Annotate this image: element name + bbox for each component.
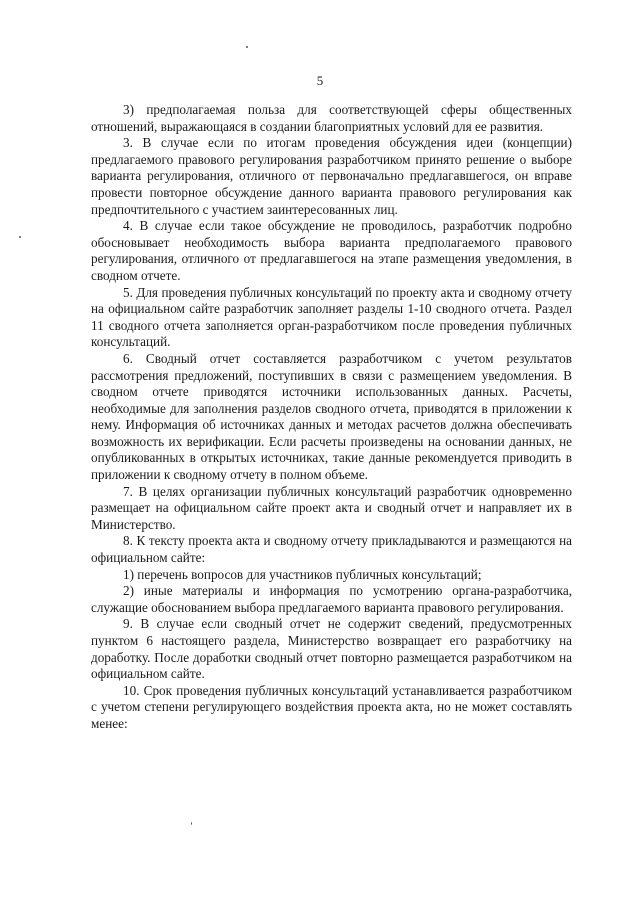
list-item-questions: 1) перечень вопросов для участников публичных консультаций;	[123, 566, 482, 582]
paragraph-benefit: 3) предполагаемая польза для соответствующей сферы общественных отношений, выражающаяся в создании благоприятных условий для ее развития.	[91, 102, 572, 134]
paragraph-9-return: 9. В случае если сводный отчет не содержит сведений, предусмотренных пунктом 6 настоящего раздела, Министерство возвращает его разработчику на доработку. После доработки сводный отчет повторно размещается разработчиком на официальном сайте.	[91, 616, 572, 682]
list-item-other-materials: 2) иные материалы и информация по усмотрению органа-разработчика, служащие обоснованием выбора предлагаемого варианта правового регулирования.	[91, 583, 572, 615]
page-number: 5	[316, 73, 324, 88]
paragraph-8-attachments: 8. К тексту проекта акта и сводному отчету прикладываются и размещаются на официальном сайте:	[91, 533, 572, 566]
scan-speck	[246, 46, 248, 48]
paragraph-5-consultations: 5. Для проведения публичных консультаций по проекту акта и сводному отчету на официальном сайте разработчик заполняет разделы 1-10 сводного отчета. Раздел 11 сводного отчета заполняется орган-разработчиком после проведения публичных консультаций.	[91, 284, 572, 350]
paragraph-4-justification: 4. В случае если такое обсуждение не проводилось, разработчик подробно обосновывает необходимость выбора варианта предполагаемого правового регулирования, отличного от предлагавшегося на этапе размещения уведомления, в сводном отчете.	[91, 218, 572, 283]
paragraph-3-repeat-discussion: 3. В случае если по итогам проведения обсуждения идеи (концепции) предлагаемого правового регулирования разработчиком принято решение о выборе варианта регулирования, отличного от первоначально предлагавшегося, он вправе провести повторное обсуждение данного варианта правового регулирования как предпочтительного с участием заинтересованных лиц.	[91, 135, 572, 217]
paragraph-7-publication: 7. В целях организации публичных консультаций разработчик одновременно размещает на официальном сайте проект акта и сводный отчет и направляет их в Министерство.	[91, 483, 572, 532]
scan-speck	[19, 236, 21, 238]
paragraph-6-summary-report: 6. Сводный отчет составляется разработчиком с учетом результатов рассмотрения предложений, поступивших в связи с размещением уведомления. В сводном отчете приводятся источники использованных данных. Расчеты, необходимые для заполнения разделов сводного отчета, приводятся в приложении к нему. Информация об источниках данных и методах расчетов должна обеспечивать возможность их верификации. Если расчеты произведены на основании данных, не опубликованных в открытых источниках, такие данные рекомендуется приводить в приложении к сводному отчету в полном объеме.	[91, 350, 572, 483]
document-body	[91, 102, 572, 733]
paragraph-10-duration: 10. Срок проведения публичных консультаций устанавливается разработчиком с учетом степени регулирующего воздействия проекта акта, но не может составлять менее:	[91, 682, 572, 731]
scan-speck	[191, 822, 192, 825]
